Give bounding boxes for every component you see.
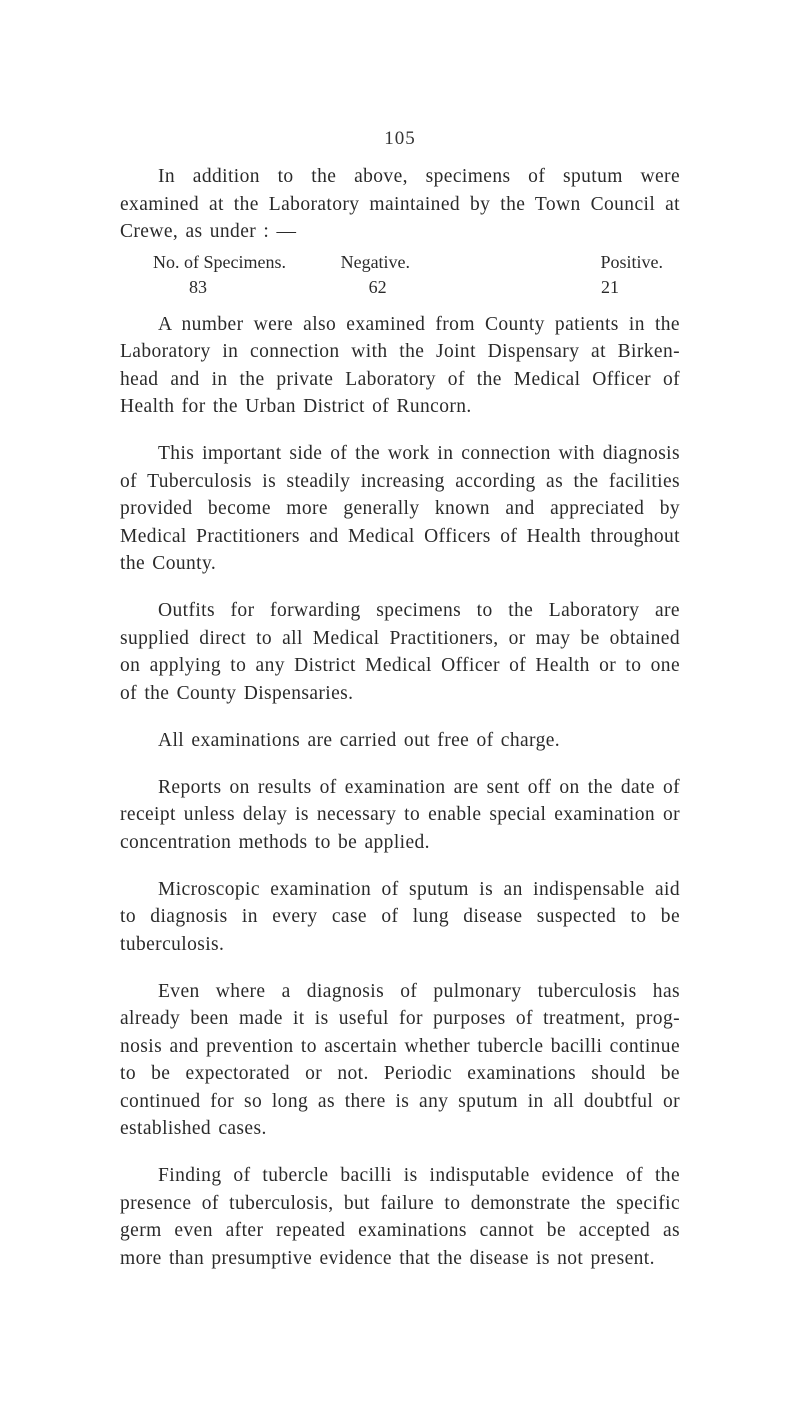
- value-specimens: 83: [189, 276, 207, 297]
- paragraph: A number were also examined from County patients in the Laboratory in connection with the Joint Dispensary at Birken-head and in the private Laboratory of the Medical Officer of Health for the Urban District of Runcorn.: [120, 313, 680, 417]
- paragraph: Finding of tubercle bacilli is indisputable evidence of the presence of tuberculosis, but failure to demonstrate the specific germ even after repeated examinations cannot be accepted as more than presumptive evidence that the disease is not present.: [120, 1165, 680, 1269]
- header-positive: Positive.: [600, 251, 663, 272]
- paragraph: All examinations are carried out free of charge.: [158, 729, 561, 751]
- table-row: [153, 275, 663, 300]
- page-number: 105: [384, 128, 416, 149]
- table-header-row: [153, 250, 663, 275]
- intro-paragraph: In addition to the above, specimens of sputum were examined at the Laboratory maintained by the Town Council at Crewe, as under : —: [120, 166, 680, 242]
- paragraph: Reports on results of examination are sent off on the date of receipt unless delay is necessary to enable special examination or concentration methods to be applied.: [120, 776, 680, 853]
- value-negative: 62: [368, 276, 387, 297]
- paragraph: Even where a diagnosis of pulmonary tuberculosis has already been made it is useful for purposes of treatment, prog-nosis and prevention to ascertain whether tubercle bacilli continue to be expectorated or not. Periodic examinations should be continued for so long as there is any sputum in all doubtful or established cases.: [120, 980, 680, 1139]
- paragraph: Outfits for forwarding specimens to the Laboratory are supplied direct to all Medical Practitioners, or may be obtained on applying to any District Medical Officer of Health or to one of the County Dispensaries.: [120, 600, 680, 704]
- paragraph: This important side of the work in connection with diagnosis of Tuberculosis is steadily increasing according as the facilities provided become more generally known and appreciated by Medical Practitioners and Medical Officers of Health throughout the County.: [120, 443, 680, 574]
- value-positive: 21: [601, 276, 619, 297]
- paragraph: Microscopic examination of sputum is an indispensable aid to diagnosis in every case of lung disease suspected to be tuberculosis.: [120, 878, 680, 955]
- header-negative: Negative.: [340, 251, 411, 272]
- body-text: [120, 163, 680, 1272]
- specimen-table: [153, 250, 663, 300]
- header-specimens: No. of Specimens.: [153, 251, 286, 272]
